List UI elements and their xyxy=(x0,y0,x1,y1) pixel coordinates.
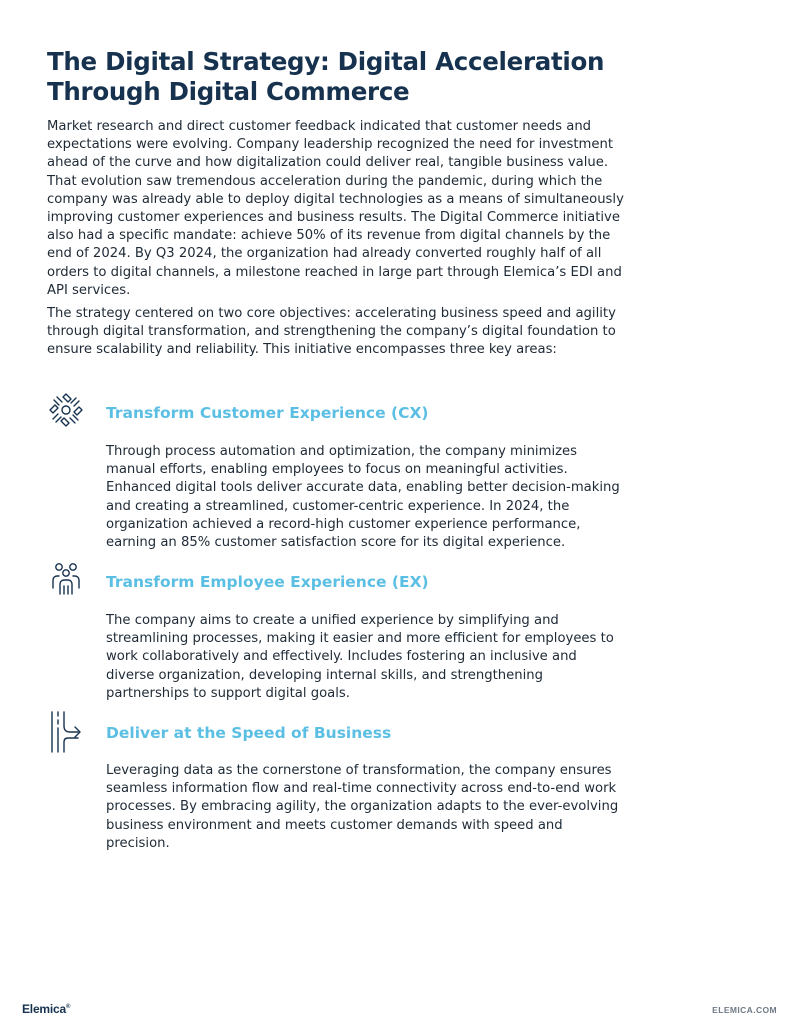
footer-url[interactable]: ELEMICA.COM xyxy=(712,1005,777,1015)
people-group-icon xyxy=(44,558,88,604)
intro-paragraph-1: Market research and direct customer feedback indicated that customer needs and expectations were evolving. Company leadership recognized the need for investment ahead of the curve and how digitalization could deliver real, tangible business value. That evolution saw tremendous acceleration during the pandemic, during which the company was already able to deploy digital technologies as a means of simultaneously improving customer experiences and business results. The Digital Commerce initiative also had a specific mandate: achieve 50% of its revenue from digital channels by the end of 2024. By Q3 2024, the organization had already converted roughly half of all orders to digital channels, a milestone reached in large part through Elemica’s EDI and API services. xyxy=(47,119,624,298)
handshake-circle-icon xyxy=(44,388,88,434)
registered-mark: ® xyxy=(65,1004,71,1010)
intro-paragraph-2: The strategy centered on two core objectives: accelerating business speed and agility through digital transformation, and strengthening the company’s digital foundation to ensure scalability and reliability. This initiative encompasses three key areas: xyxy=(47,306,616,358)
section-body-speed: Leveraging data as the cornerstone of transformation, the company ensures seamless information flow and real-time connectivity across end-to-end work processes. By embracing agility, the organization adapts to the ever-evolving business environment and meets customer demands with speed and precision. xyxy=(106,763,619,851)
page-title xyxy=(47,47,647,107)
page-title-line-1: The Digital Strategy: Digital Acceleration xyxy=(47,47,605,76)
elemica-logo xyxy=(22,1002,70,1016)
section-heading-speed: Deliver at the Speed of Business xyxy=(106,724,392,742)
page-title-line-2: Through Digital Commerce xyxy=(47,77,410,106)
section-body-cx: Through process automation and optimization, the company minimizes manual efforts, enabling employees to focus on meaningful activities. Enhanced digital tools deliver accurate data, enabling better decision-making and creating a streamlined, customer-centric experience. In 2024, the organization achieved a record-high customer experience performance, earning an 85% customer satisfaction score for its digital experience. xyxy=(106,444,620,551)
road-turn-icon xyxy=(44,708,88,754)
elemica-logo-text: Elemica xyxy=(22,1002,66,1016)
section-heading-cx: Transform Customer Experience (CX) xyxy=(106,404,429,422)
section-heading-ex: Transform Employee Experience (EX) xyxy=(106,573,429,591)
section-body-ex: The company aims to create a unified experience by simplifying and streamlining processes, making it easier and more efficient for employees to work collaboratively and effectively. Includes fostering an inclusive and diverse organization, developing internal skills, and strengthening partnerships to support digital goals. xyxy=(106,613,614,701)
